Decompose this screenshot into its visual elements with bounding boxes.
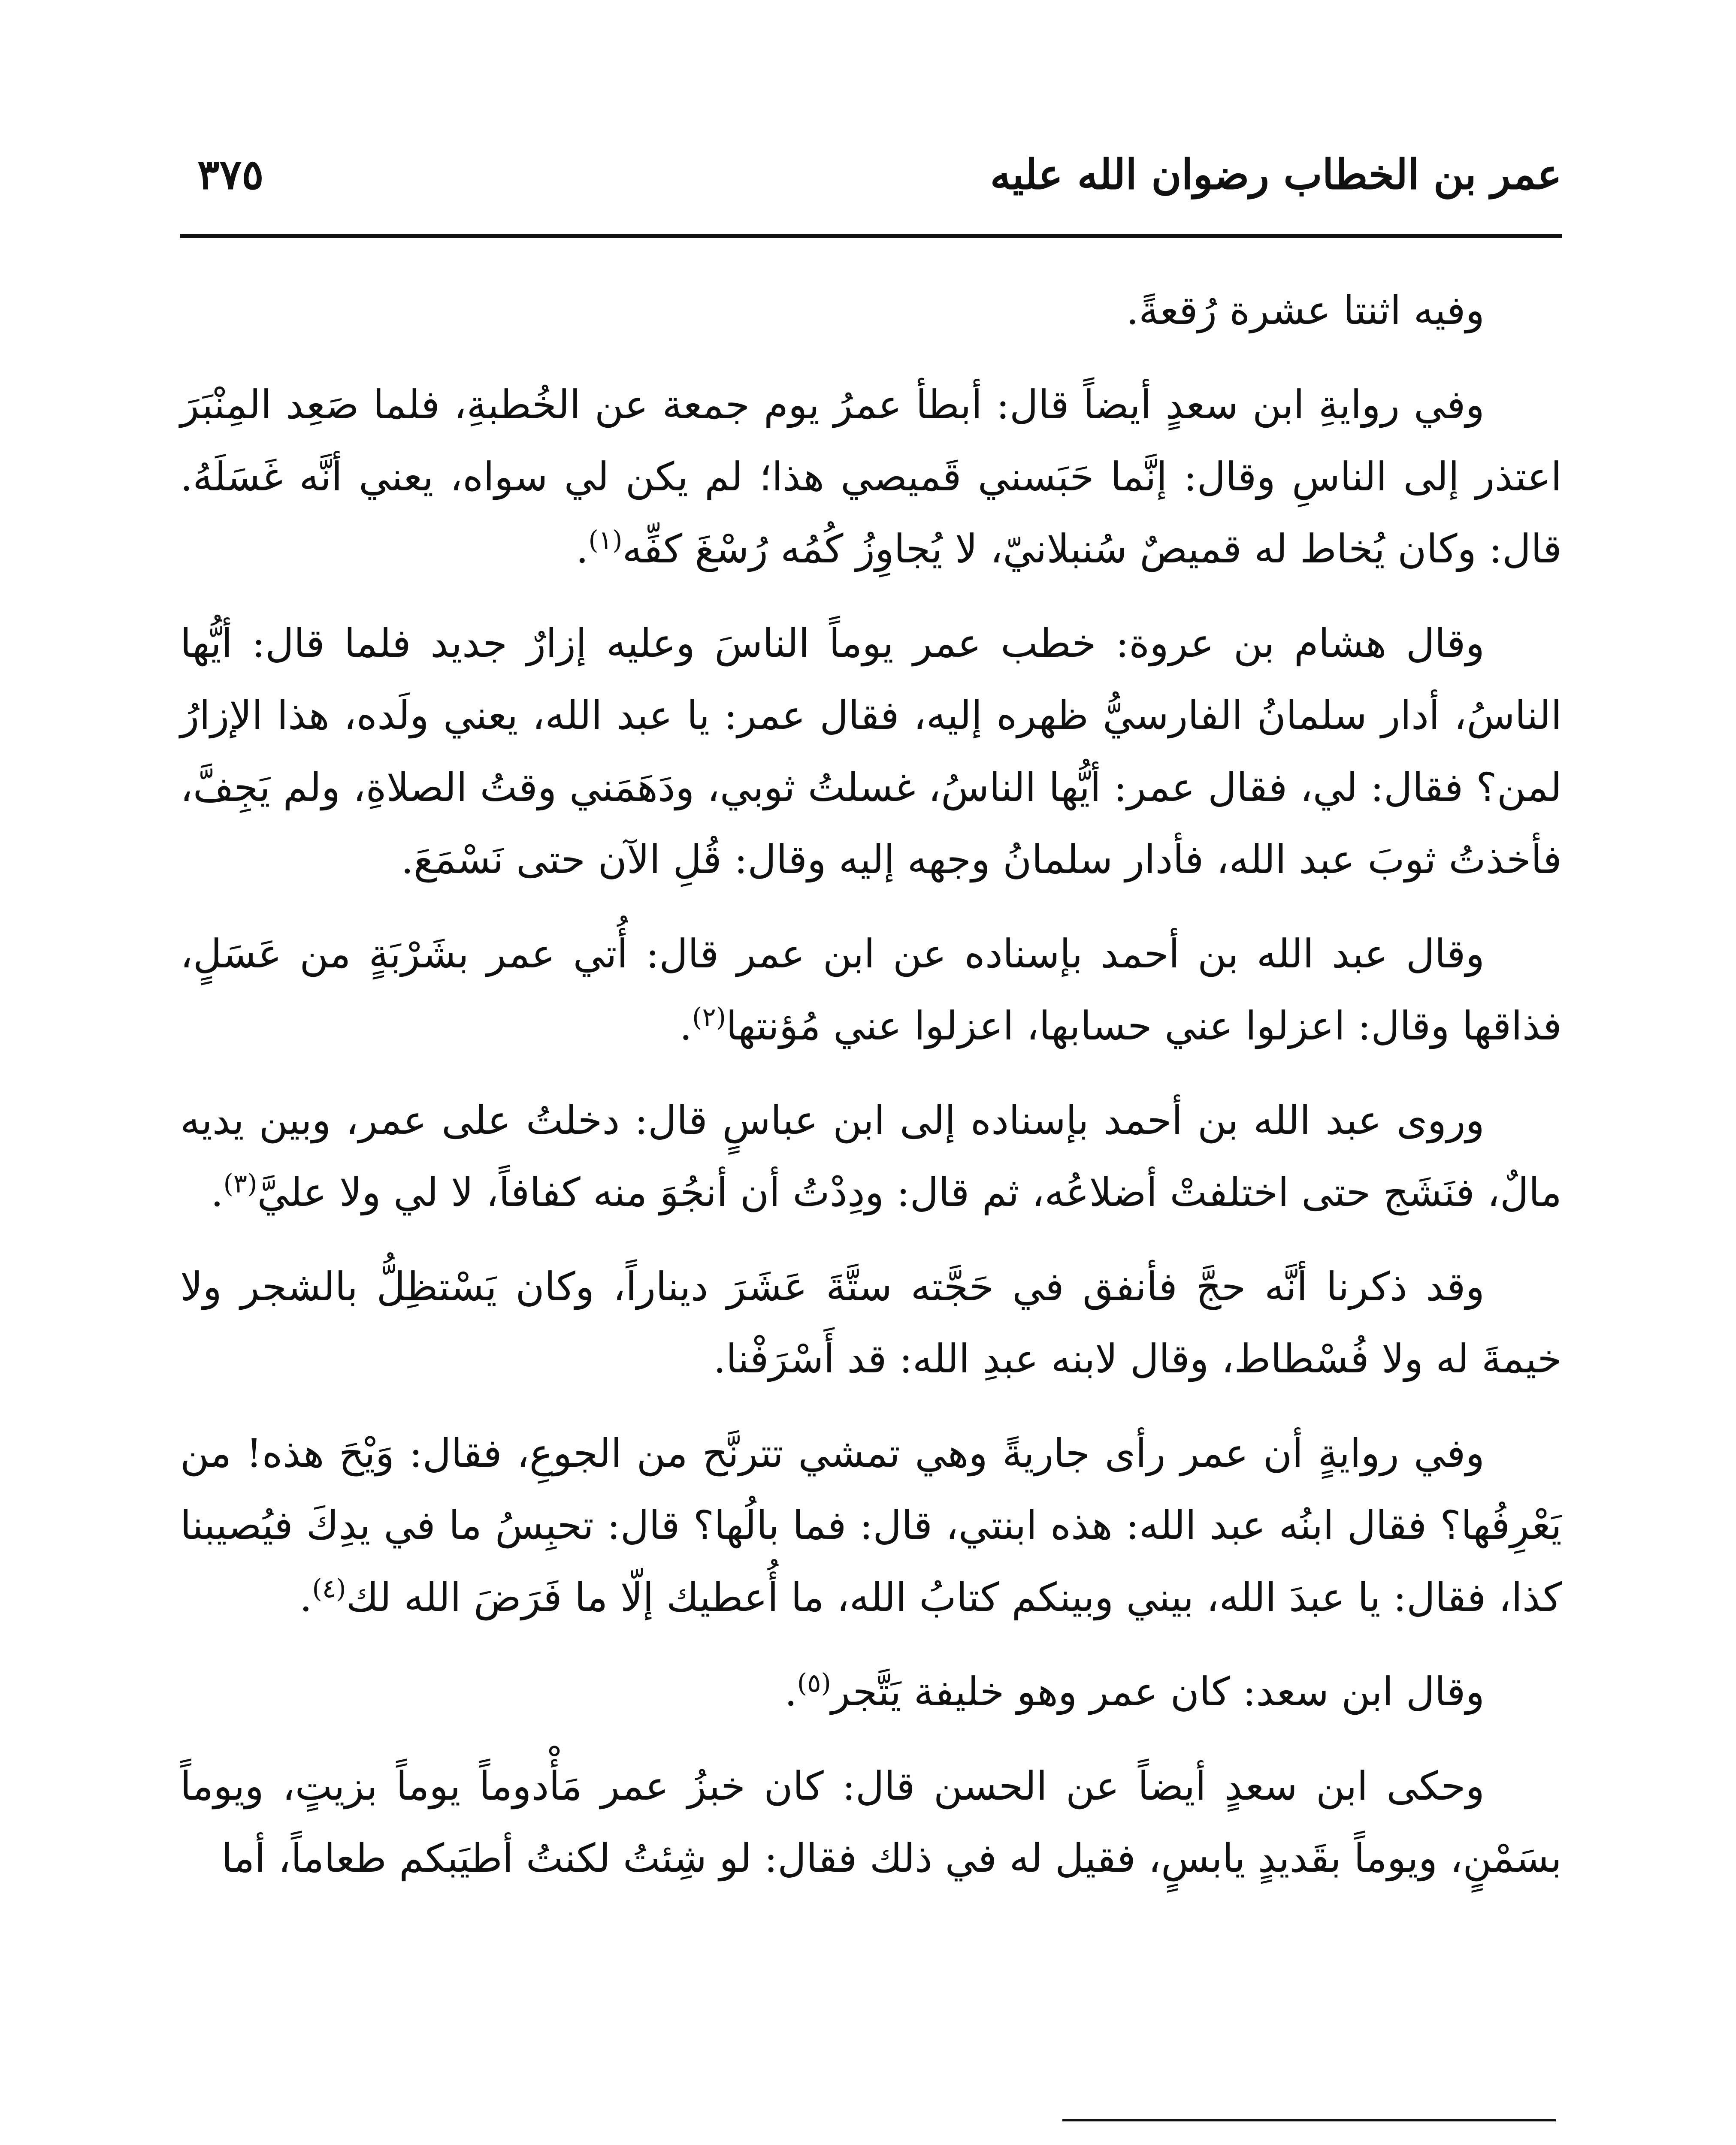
- page-header: [180, 142, 1562, 227]
- paragraph-9: وحكى ابن سعدٍ أيضاً عن الحسن قال: كان خبزُ عمر مَأْدوماً يوماً بزيتٍ، ويوماً بسَمْنٍ، ويوماً بقَديدٍ يابسٍ، فقيل له في ذلك فقال: لو شِئتُ لكنتُ أطيَبكم طعاماً، أما: [180, 1763, 1562, 1881]
- page-number: ٣٧٥: [197, 150, 264, 199]
- body-text: [180, 275, 1562, 1917]
- footnote-ref-1: (١): [588, 525, 623, 556]
- header-rule: [180, 234, 1562, 238]
- running-title: عمر بن الخطاب رضوان الله عليه: [990, 150, 1562, 199]
- paragraph-1: وفيه اثنتا عشرة رُقعةً.: [1126, 287, 1485, 333]
- paragraph-5: وروى عبد الله بن أحمد بإسناده إلى ابن عباسٍ قال: دخلتُ على عمر، وبين يديه مالٌ، فنَشَج حتى اختلفتْ أضلاعُه، ثم قال: ودِدْتُ أن أنجُوَ منه كفافاً، لا لي ولا عليَّ$^{(٣)}$.: [180, 1097, 1562, 1215]
- footnote-ref-3: (٣): [223, 1169, 257, 1199]
- footnote-rule: [1062, 2119, 1556, 2121]
- paragraph-8: وقال ابن سعد: كان عمر وهو خليفة يَتَّجر$^{(٥)}$.: [784, 1668, 1485, 1715]
- paragraph-4: وقال عبد الله بن أحمد بإسناده عن ابن عمر قال: أُتي عمر بشَرْبَةٍ من عَسَلٍ، فذاقها وقال: اعزلوا عني حسابها، اعزلوا عني مُؤنتها$^{(٢)}$.: [180, 931, 1562, 1049]
- paragraph-2: وفي روايةِ ابن سعدٍ أيضاً قال: أبطأ عمرُ يوم جمعة عن الخُطبةِ، فلما صَعِد المِنْبَرَ اعتذر إلى الناسِ وقال: إنَّما حَبَسني قَميصي هذا؛ لم يكن لي سواه، يعني أنَّه غَسَلَهُ. قال: وكان يُخاط له قميصٌ سُنبلانيّ، لا يُجاوِزُ كُمُه رُسْغَ كفِّه$^{(١)}$.: [180, 382, 1562, 572]
- footnote-ref-2: (٢): [692, 1002, 726, 1033]
- footnote-ref-5: (٥): [797, 1668, 831, 1698]
- paragraph-6: وقد ذكرنا أنَّه حجَّ فأنفق في حَجَّته ستَّةَ عَشَرَ ديناراً، وكان يَسْتظِلُّ بالشجر ولا خيمةَ له ولا فُسْطاط، وقال لابنه عبدِ الله: قد أَسْرَفْنا.: [180, 1264, 1562, 1382]
- footnote-ref-4: (٤): [312, 1574, 346, 1604]
- paragraph-7: وفي روايةٍ أن عمر رأى جاريةً وهي تمشي تترنَّح من الجوعِ، فقال: وَيْحَ هذه! من يَعْرِفُها؟ فقال ابنُه عبد الله: هذه ابنتي، قال: فما بالُها؟ قال: تحبِسُ ما في يدِكَ فيُصيبنا كذا، فقال: يا عبدَ الله، بيني وبينكم كتابُ الله، ما أُعطيك إلّا ما فَرَضَ الله لك$^{(٤)}$.: [180, 1430, 1562, 1620]
- paragraph-3: وقال هشام بن عروة: خطب عمر يوماً الناسَ وعليه إزارٌ جديد فلما قال: أيُّها الناسُ، أدار سلمانُ الفارسيُّ ظهره إليه، فقال عمر: يا عبد الله، يعني ولَده، هذا الإزارُ لمن؟ فقال: لي، فقال عمر: أيُّها الناسُ، غسلتُ ثوبي، ودَهَمَني وقتُ الصلاةِ، ولم يَجِفَّ، فأخذتُ ثوبَ عبد الله، فأدار سلمانُ وجهه إليه وقال: قُلِ الآن حتى نَسْمَعَ.: [180, 620, 1562, 882]
